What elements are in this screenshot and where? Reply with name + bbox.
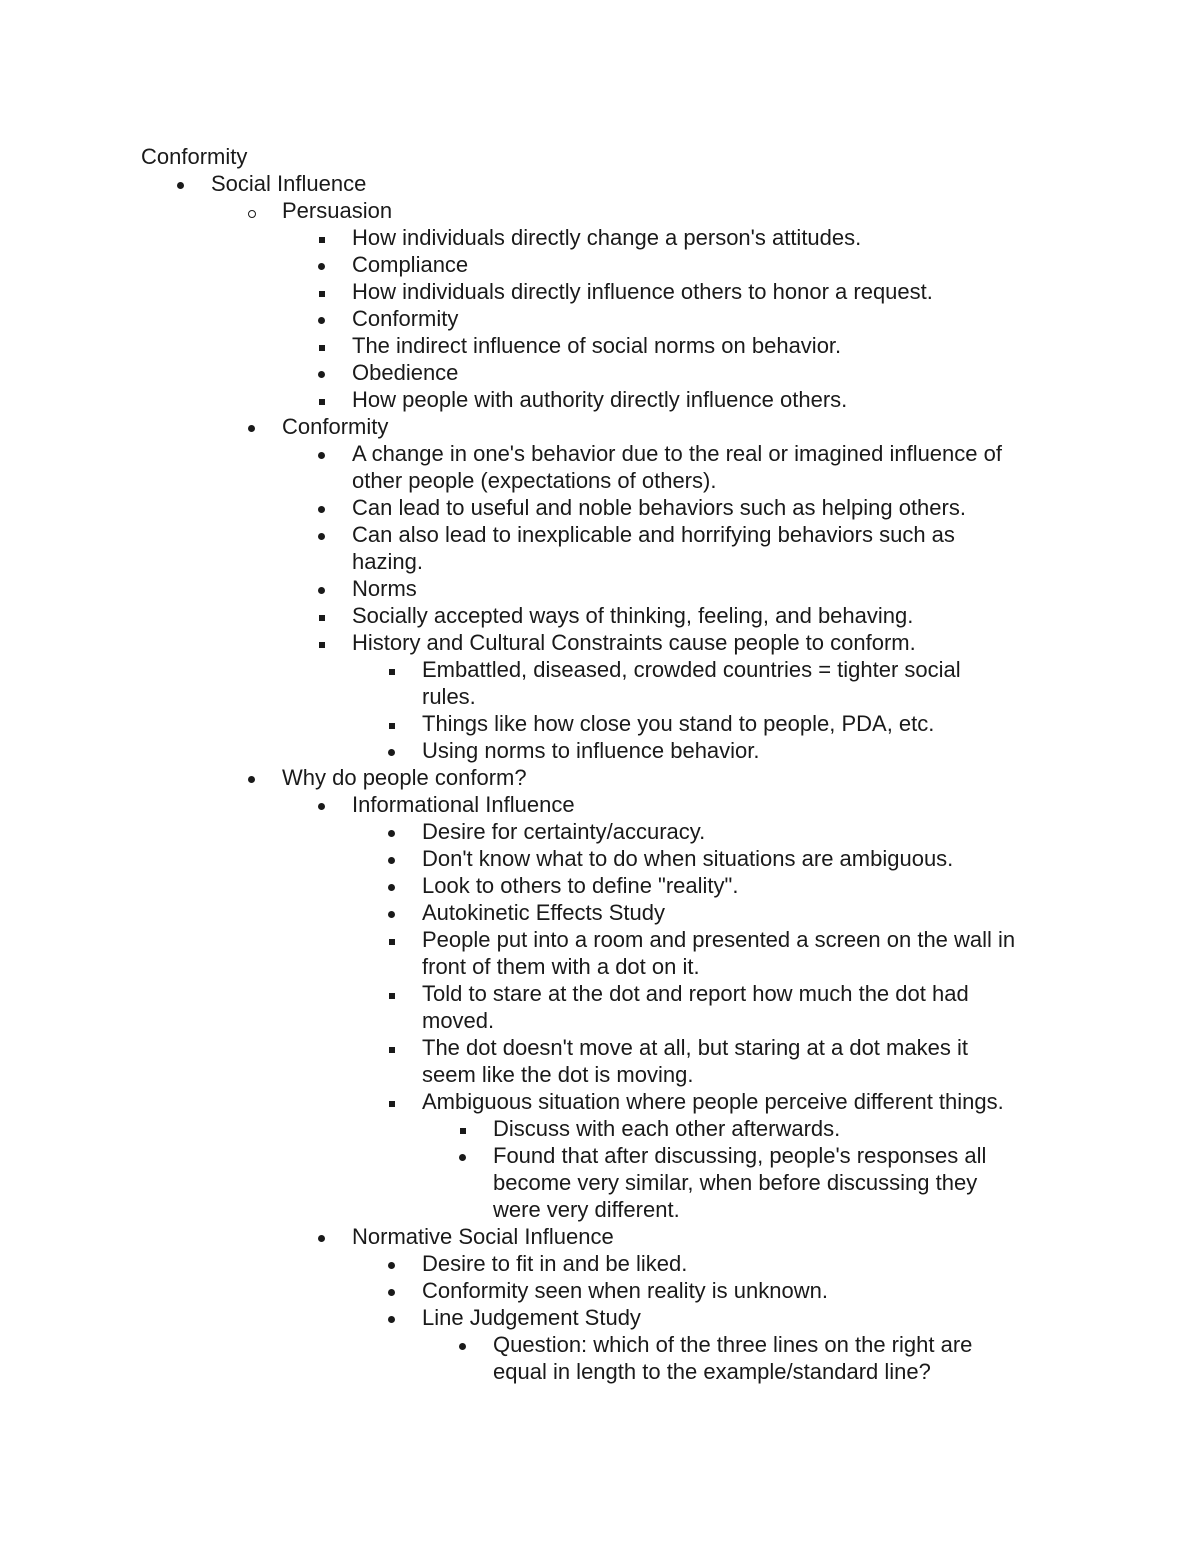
list-item-text: Look to others to define "reality". — [422, 873, 739, 898]
list-item-text: other people (expectations of others). — [352, 468, 717, 493]
list-item — [316, 1223, 614, 1250]
list-item-text: How individuals directly influence others to honor a request. — [352, 279, 933, 304]
list-item-text: become very similar, when before discussing they — [493, 1170, 978, 1195]
list-item-text: Discuss with each other afterwards. — [493, 1116, 841, 1141]
list-item — [386, 710, 934, 737]
list-item — [386, 845, 953, 872]
bullet-disc-icon — [316, 521, 328, 548]
list-item — [457, 1115, 840, 1142]
list-item-text: How individuals directly change a person's attitudes. — [352, 225, 862, 250]
bullet-square-icon — [316, 602, 328, 629]
list-item-text: The indirect influence of social norms on behavior. — [352, 333, 842, 358]
list-item-text: Ambiguous situation where people perceive different things. — [422, 1089, 1004, 1114]
list-item — [316, 440, 1002, 494]
document-title: Conformity — [141, 144, 248, 169]
list-item-text: Conformity — [352, 306, 459, 331]
list-item — [316, 278, 933, 305]
list-item-text: Can also lead to inexplicable and horrifying behaviors such as — [352, 522, 955, 547]
bullet-disc-icon — [386, 818, 398, 845]
bullet-disc-icon — [316, 494, 328, 521]
list-item-text: Desire for certainty/accuracy. — [422, 819, 706, 844]
list-item-text: Line Judgement Study — [422, 1305, 641, 1330]
list-item-text: Told to stare at the dot and report how much the dot had — [422, 981, 969, 1006]
list-item-text: front of them with a dot on it. — [422, 954, 700, 979]
bullet-disc-icon — [386, 899, 398, 926]
bullet-disc-icon — [386, 1304, 398, 1331]
list-item-text: Question: which of the three lines on the right are — [493, 1332, 973, 1357]
list-item — [457, 1331, 972, 1385]
list-item-text: Informational Influence — [352, 792, 575, 817]
bullet-square-icon — [316, 629, 328, 656]
list-item-text: Using norms to influence behavior. — [422, 738, 760, 763]
list-item — [386, 818, 705, 845]
list-item-text: moved. — [422, 1008, 495, 1033]
bullet-disc-icon — [316, 1223, 328, 1250]
bullet-disc-icon — [316, 440, 328, 467]
list-item — [316, 629, 916, 656]
list-item-text: Obedience — [352, 360, 459, 385]
list-item — [316, 305, 458, 332]
list-item — [316, 521, 955, 575]
bullet-disc-icon — [175, 170, 187, 197]
bullet-square-icon — [386, 1088, 398, 1115]
list-item-text: People put into a room and presented a screen on the wall in — [422, 927, 1016, 952]
list-item — [246, 413, 388, 440]
bullet-square-icon — [386, 710, 398, 737]
list-item-text: seem like the dot is moving. — [422, 1062, 694, 1087]
list-item-text: Embattled, diseased, crowded countries = tighter social — [422, 657, 961, 682]
list-item — [386, 926, 1015, 980]
list-item-text: Norms — [352, 576, 417, 601]
list-item-text: Autokinetic Effects Study — [422, 900, 665, 925]
list-item-text: Conformity seen when reality is unknown. — [422, 1278, 828, 1303]
bullet-disc-icon — [386, 872, 398, 899]
list-item-text: were very different. — [493, 1197, 680, 1222]
bullet-disc-icon — [386, 1250, 398, 1277]
bullet-disc-icon — [386, 737, 398, 764]
list-item — [316, 332, 841, 359]
list-item — [316, 359, 458, 386]
list-item-text: Can lead to useful and noble behaviors such as helping others. — [352, 495, 966, 520]
list-item — [316, 575, 417, 602]
list-item — [386, 737, 760, 764]
list-item-text: Found that after discussing, people's responses all — [493, 1143, 987, 1168]
list-item — [246, 197, 392, 224]
bullet-circle-icon — [246, 197, 258, 224]
list-item-text: Conformity — [282, 414, 389, 439]
bullet-disc-icon — [457, 1331, 469, 1358]
list-item — [386, 1088, 1004, 1115]
list-item-text: Socially accepted ways of thinking, feeling, and behaving. — [352, 603, 914, 628]
bullet-square-icon — [316, 386, 328, 413]
list-item — [386, 899, 665, 926]
bullet-square-icon — [316, 224, 328, 251]
list-item — [386, 1034, 968, 1088]
list-item — [175, 170, 366, 197]
list-item-text: A change in one's behavior due to the real or imagined influence of — [352, 441, 1002, 466]
list-item — [316, 224, 861, 251]
list-item — [316, 602, 913, 629]
list-item-text: rules. — [422, 684, 476, 709]
bullet-disc-icon — [316, 575, 328, 602]
bullet-square-icon — [386, 656, 398, 683]
list-item-text: hazing. — [352, 549, 423, 574]
bullet-square-icon — [316, 332, 328, 359]
bullet-disc-icon — [246, 413, 258, 440]
list-item-text: How people with authority directly influence others. — [352, 387, 848, 412]
list-item-text: The dot doesn't move at all, but staring at a dot makes it — [422, 1035, 968, 1060]
bullet-disc-icon — [316, 359, 328, 386]
list-item-text: History and Cultural Constraints cause people to conform. — [352, 630, 916, 655]
list-item-text: Things like how close you stand to people, PDA, etc. — [422, 711, 935, 736]
bullet-disc-icon — [316, 251, 328, 278]
list-item — [316, 251, 468, 278]
list-item-text: Desire to fit in and be liked. — [422, 1251, 688, 1276]
bullet-square-icon — [386, 980, 398, 1007]
bullet-square-icon — [457, 1115, 469, 1142]
bullet-square-icon — [316, 278, 328, 305]
bullet-disc-icon — [316, 791, 328, 818]
bullet-disc-icon — [386, 1277, 398, 1304]
list-item — [316, 386, 847, 413]
list-item-text: Why do people conform? — [282, 765, 527, 790]
list-item — [316, 494, 966, 521]
list-item — [316, 791, 575, 818]
bullet-square-icon — [386, 1034, 398, 1061]
list-item — [386, 656, 961, 710]
list-item — [386, 872, 738, 899]
list-item-text: Social Influence — [211, 171, 367, 196]
list-item-text: Don't know what to do when situations are ambiguous. — [422, 846, 954, 871]
list-item-text: equal in length to the example/standard line? — [493, 1359, 931, 1384]
list-item — [386, 980, 969, 1034]
list-item-text: Normative Social Influence — [352, 1224, 614, 1249]
list-item-text: Compliance — [352, 252, 469, 277]
bullet-disc-icon — [316, 305, 328, 332]
bullet-square-icon — [386, 926, 398, 953]
list-item — [457, 1142, 986, 1223]
list-item-text: Persuasion — [282, 198, 393, 223]
bullet-disc-icon — [386, 845, 398, 872]
list-item — [386, 1250, 687, 1277]
list-item — [386, 1277, 828, 1304]
bullet-disc-icon — [246, 764, 258, 791]
list-item — [386, 1304, 641, 1331]
list-item — [246, 764, 527, 791]
bullet-disc-icon — [457, 1142, 469, 1169]
